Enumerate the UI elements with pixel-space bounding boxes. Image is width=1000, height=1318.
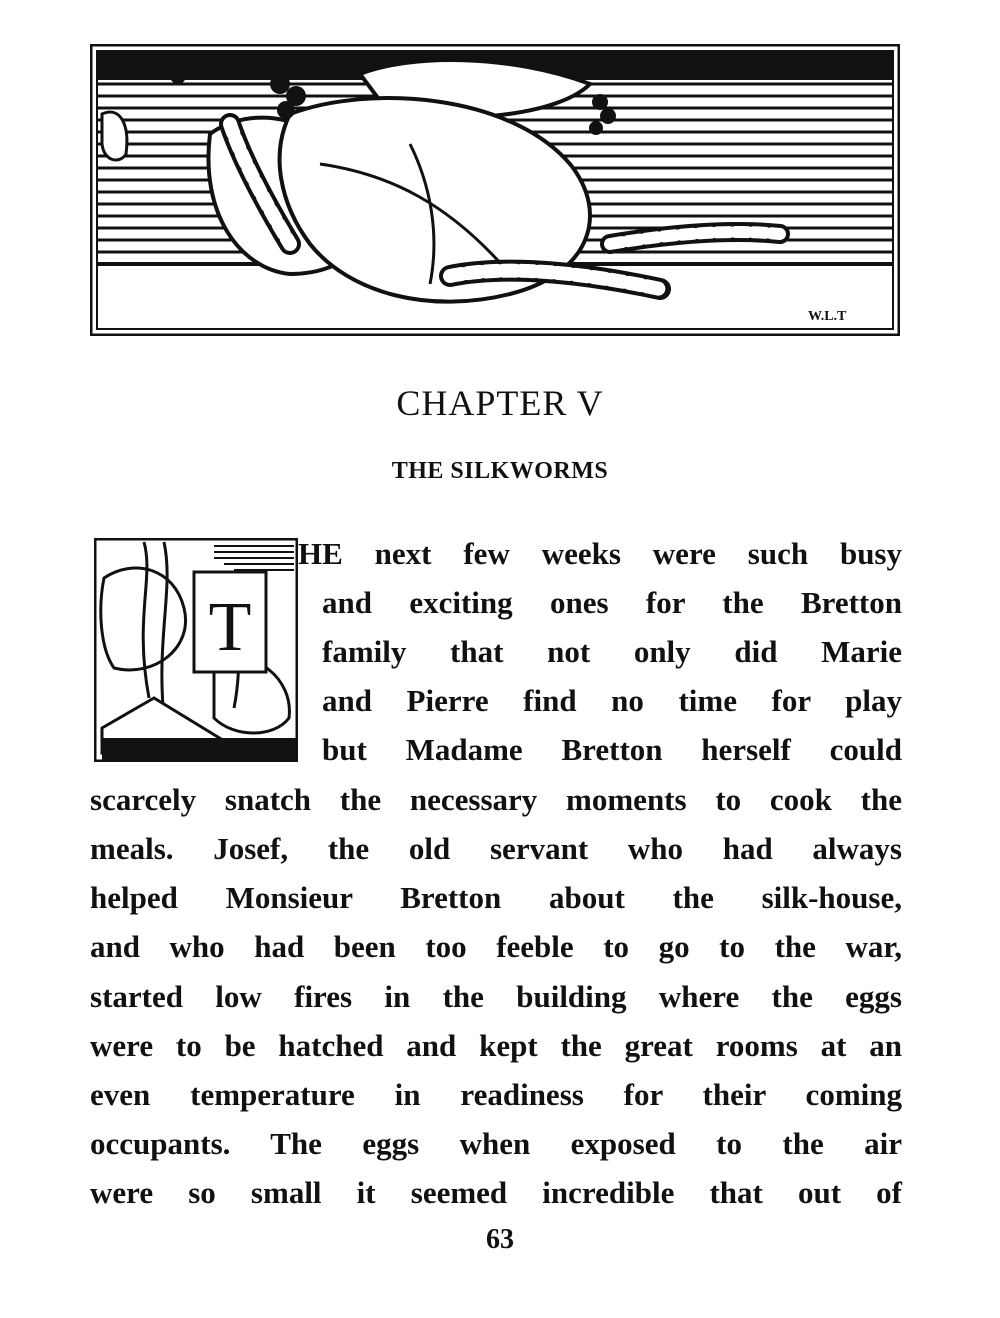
silkworm-leaf-illustration-icon	[90, 44, 900, 336]
body-line-1: HE next few weeks were such busy	[298, 536, 902, 571]
chapter-title: CHAPTER V	[396, 383, 604, 423]
artist-monogram: W.L.T	[808, 309, 847, 324]
body-line-10: started low fires in the building where the eggs	[90, 979, 902, 1014]
drop-cap-letter: T	[208, 589, 252, 666]
body-line-2: and exciting ones for the Bretton	[322, 585, 902, 620]
body-line-14: were so small it seemed incredible that out of	[90, 1175, 902, 1210]
page-number: 63	[486, 1224, 514, 1255]
body-line-12: even temperature in readiness for their coming	[90, 1077, 902, 1112]
drop-cap-initial	[94, 538, 298, 762]
body-line-4: and Pierre find no time for play	[322, 683, 902, 718]
body-line-5: but Madame Bretton herself could	[322, 732, 902, 767]
body-line-8: helped Monsieur Bretton about the silk-house,	[90, 880, 902, 915]
chapter-headpiece-illustration	[90, 44, 900, 336]
decorated-initial-icon	[94, 538, 298, 762]
body-line-11: were to be hatched and kept the great rooms at an	[90, 1028, 902, 1063]
body-line-9: and who had been too feeble to go to the war,	[90, 929, 902, 964]
chapter-subtitle: THE SILKWORMS	[391, 458, 609, 484]
body-line-3: family that not only did Marie	[322, 634, 902, 669]
body-line-6: scarcely snatch the necessary moments to cook the	[90, 782, 902, 817]
body-line-7: meals. Josef, the old servant who had always	[90, 831, 902, 866]
body-line-13: occupants. The eggs when exposed to the air	[90, 1126, 902, 1161]
